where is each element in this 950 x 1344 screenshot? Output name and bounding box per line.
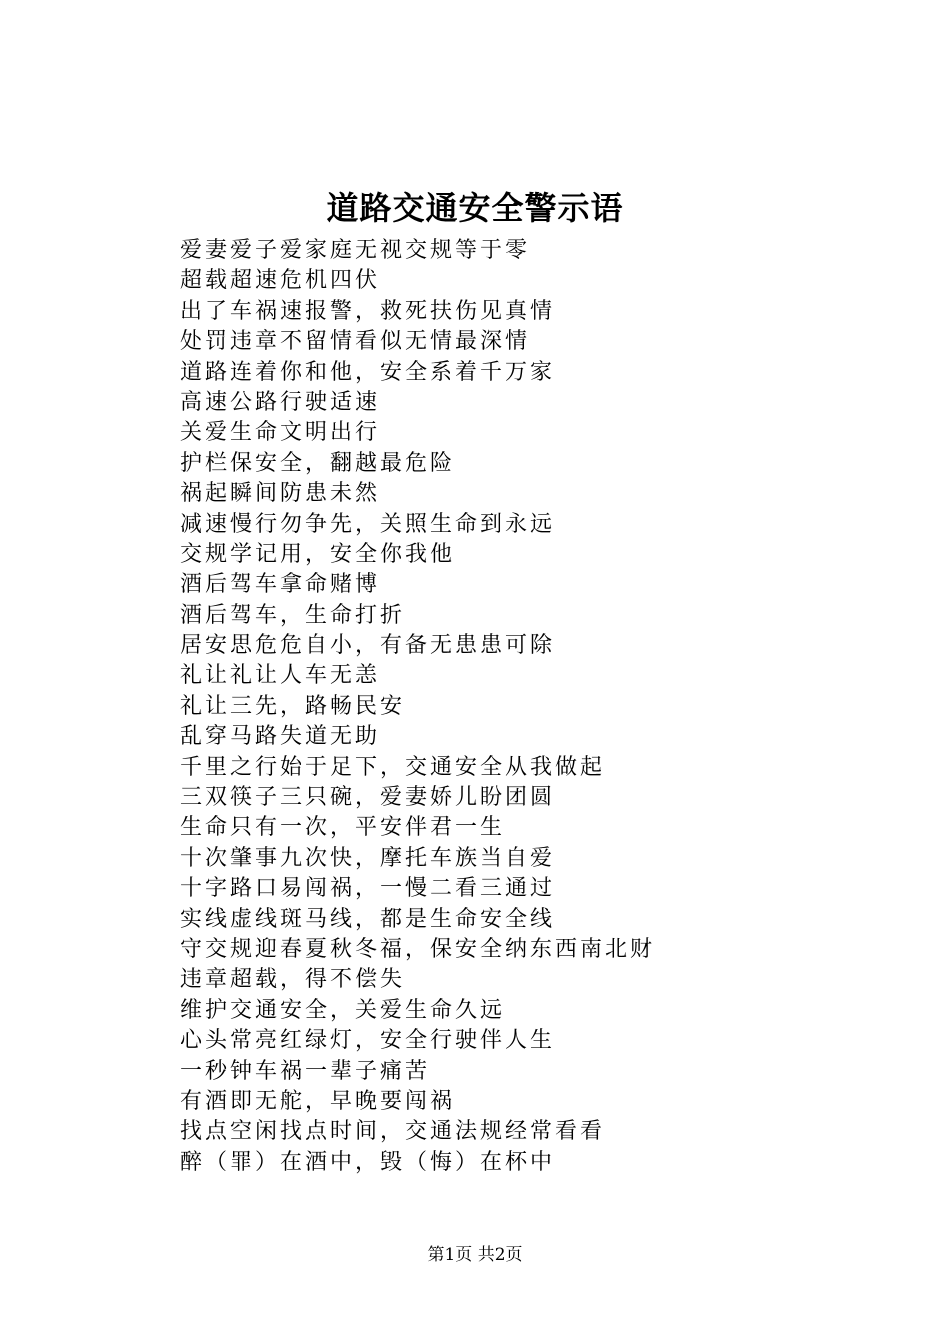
slogan-line: 处罚违章不留情看似无情最深情 bbox=[180, 329, 531, 355]
slogan-line: 居安思危危自小，有备无患患可除 bbox=[180, 633, 556, 659]
slogan-line: 醉（罪）在酒中，毁（悔）在杯中 bbox=[180, 1149, 556, 1175]
slogan-line: 酒后驾车，生命打折 bbox=[180, 602, 406, 628]
slogan-line: 找点空闲找点时间，交通法规经常看看 bbox=[180, 1119, 606, 1145]
slogan-line: 交规学记用，安全你我他 bbox=[180, 541, 456, 567]
slogan-line: 减速慢行勿争先，关照生命到永远 bbox=[180, 511, 556, 537]
slogan-line: 心头常亮红绿灯，安全行驶伴人生 bbox=[180, 1028, 556, 1054]
slogan-line: 违章超载，得不偿失 bbox=[180, 967, 406, 993]
slogan-line: 守交规迎春夏秋冬福，保安全纳东西南北财 bbox=[180, 936, 656, 962]
slogan-line: 出了车祸速报警，救死扶伤见真情 bbox=[180, 298, 556, 324]
slogan-line: 千里之行始于足下，交通安全从我做起 bbox=[180, 754, 606, 780]
slogan-line: 爱妻爱子爱家庭无视交规等于零 bbox=[180, 238, 531, 263]
slogan-line: 礼让三先，路畅民安 bbox=[180, 693, 406, 719]
document-title: 道路交通安全警示语 bbox=[326, 189, 624, 227]
slogan-line: 高速公路行驶适速 bbox=[180, 389, 381, 415]
slogan-line: 乱穿马路失道无助 bbox=[180, 724, 381, 750]
slogan-line: 超载超速危机四伏 bbox=[180, 268, 381, 294]
slogan-line: 关爱生命文明出行 bbox=[180, 420, 381, 446]
slogan-line: 十字路口易闯祸，一慢二看三通过 bbox=[180, 876, 556, 902]
slogan-line: 礼让礼让人车无恙 bbox=[180, 663, 381, 689]
slogan-list bbox=[180, 236, 655, 1178]
slogan-line: 三双筷子三只碗，爱妻娇儿盼团圆 bbox=[180, 785, 556, 811]
slogan-line: 道路连着你和他，安全系着千万家 bbox=[180, 359, 556, 385]
slogan-line: 祸起瞬间防患未然 bbox=[180, 481, 381, 507]
slogan-line: 酒后驾车拿命赌博 bbox=[180, 572, 381, 598]
slogan-line: 实线虚线斑马线，都是生命安全线 bbox=[180, 906, 556, 932]
page-footer: 第1页 共2页 bbox=[427, 1245, 523, 1265]
slogan-line: 护栏保安全，翻越最危险 bbox=[180, 450, 456, 476]
slogan-line: 生命只有一次，平安伴君一生 bbox=[180, 815, 506, 841]
slogan-line: 有酒即无舵，早晚要闯祸 bbox=[180, 1088, 456, 1114]
slogan-line: 维护交通安全，关爱生命久远 bbox=[180, 997, 506, 1023]
slogan-line: 十次肇事九次快，摩托车族当自爱 bbox=[180, 845, 556, 871]
slogan-line: 一秒钟车祸一辈子痛苦 bbox=[180, 1058, 431, 1084]
